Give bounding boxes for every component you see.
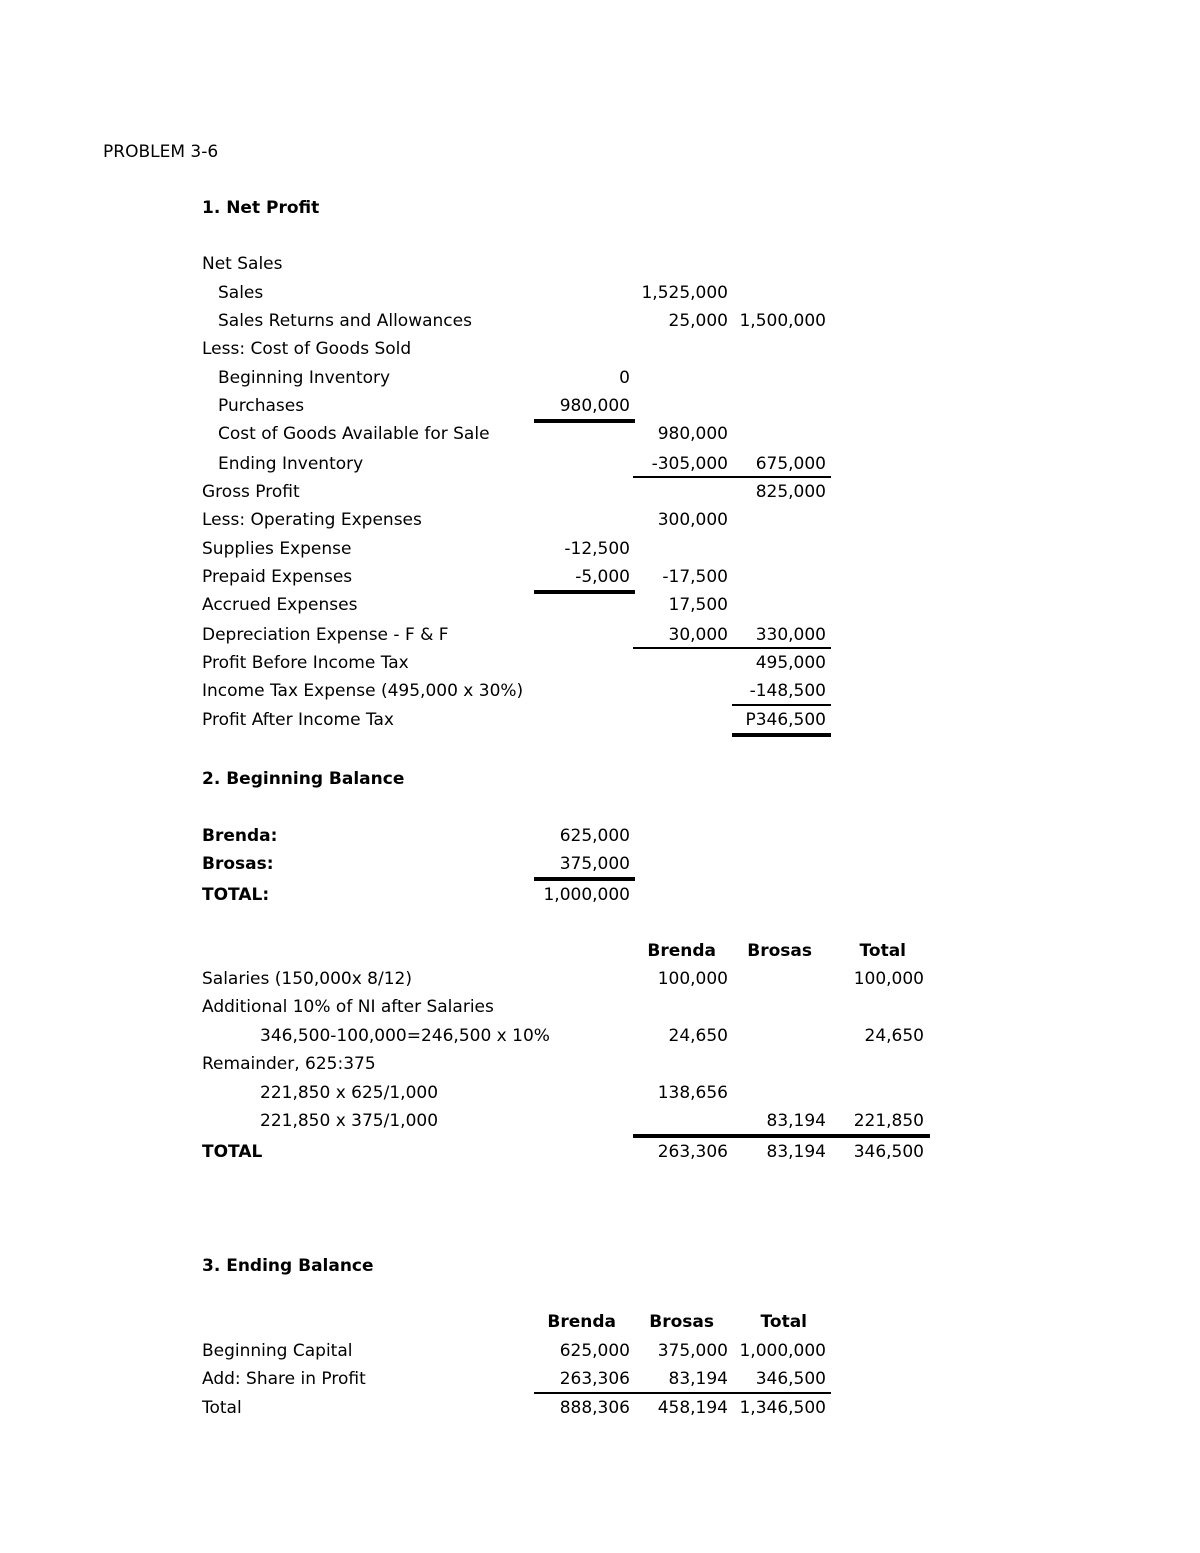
share-profit-total: 346,500 xyxy=(755,1369,826,1389)
sales-amount: 1,525,000 xyxy=(641,283,728,303)
end-header-total: Total xyxy=(760,1312,807,1332)
opex-amount: 300,000 xyxy=(657,510,728,530)
remainder-brosas-label: 221,850 x 375/1,000 xyxy=(260,1111,439,1131)
tax-label: Income Tax Expense (495,000 x 30%) xyxy=(202,681,524,701)
tax-underline xyxy=(732,704,831,706)
net-sales-label: Net Sales xyxy=(202,254,283,274)
pbt-amount: 495,000 xyxy=(755,653,826,673)
additional-calc-label: 346,500-100,000=246,500 x 10% xyxy=(260,1026,550,1046)
ending-total-label: Total xyxy=(202,1398,242,1418)
section1-heading: 1. Net Profit xyxy=(202,198,320,218)
pat-label: Profit After Income Tax xyxy=(202,710,394,730)
depreciation-label: Depreciation Expense - F & F xyxy=(202,625,449,645)
remainder-brenda-label: 221,850 x 625/1,000 xyxy=(260,1083,439,1103)
dist-header-total: Total xyxy=(859,941,906,961)
prepaid-label: Prepaid Expenses xyxy=(202,567,353,587)
less-cogs-label: Less: Cost of Goods Sold xyxy=(202,339,412,359)
opex-label: Less: Operating Expenses xyxy=(202,510,422,530)
additional-label: Additional 10% of NI after Salaries xyxy=(202,997,494,1017)
net-sales-amount: 1,500,000 xyxy=(739,311,826,331)
supplies-amount: -12,500 xyxy=(564,539,630,559)
cogs-underline xyxy=(633,476,831,478)
brosas-label: Brosas: xyxy=(202,854,274,874)
pat-double-underline xyxy=(732,733,831,737)
remainder-brosas-amount: 83,194 xyxy=(766,1111,826,1131)
supplies-label: Supplies Expense xyxy=(202,539,352,559)
section2-heading: 2. Beginning Balance xyxy=(202,769,405,789)
ending-total-total: 1,346,500 xyxy=(739,1398,826,1418)
end-header-brosas: Brosas xyxy=(649,1312,714,1332)
dist-total-label: TOTAL xyxy=(202,1142,263,1162)
cogas-label: Cost of Goods Available for Sale xyxy=(218,424,490,444)
accrued-amount: 17,500 xyxy=(668,595,728,615)
beginning-capital-label: Beginning Capital xyxy=(202,1341,353,1361)
beginning-capital-total: 1,000,000 xyxy=(739,1341,826,1361)
adjustments-amount: -17,500 xyxy=(662,567,728,587)
remainder-brenda-amount: 138,656 xyxy=(657,1083,728,1103)
total-capital-amount: 1,000,000 xyxy=(543,885,630,905)
cogs-amount: 675,000 xyxy=(755,454,826,474)
end-inv-amount: -305,000 xyxy=(651,454,728,474)
dist-header-brenda: Brenda xyxy=(647,941,716,961)
prepaid-amount: -5,000 xyxy=(575,567,630,587)
purchases-label: Purchases xyxy=(218,396,305,416)
beginning-capital-brenda: 625,000 xyxy=(559,1341,630,1361)
end-inv-label: Ending Inventory xyxy=(218,454,364,474)
beg-inv-label: Beginning Inventory xyxy=(218,368,391,388)
capital-underline xyxy=(534,877,635,881)
returns-amount: 25,000 xyxy=(668,311,728,331)
gross-profit-amount: 825,000 xyxy=(755,482,826,502)
problem-title: PROBLEM 3-6 xyxy=(103,142,219,162)
gross-profit-label: Gross Profit xyxy=(202,482,300,502)
share-profit-brosas: 83,194 xyxy=(668,1369,728,1389)
beg-inv-amount: 0 xyxy=(619,368,630,388)
sales-label: Sales xyxy=(218,283,264,303)
brenda-capital: 625,000 xyxy=(559,826,630,846)
dist-total-total: 346,500 xyxy=(853,1142,924,1162)
ending-underline xyxy=(534,1392,831,1394)
prepaid-underline xyxy=(534,590,635,594)
total-opex-amount: 330,000 xyxy=(755,625,826,645)
remainder-label: Remainder, 625:375 xyxy=(202,1054,376,1074)
section3-heading: 3. Ending Balance xyxy=(202,1256,374,1276)
returns-label: Sales Returns and Allowances xyxy=(218,311,472,331)
remainder-total-amount: 221,850 xyxy=(853,1111,924,1131)
depreciation-amount: 30,000 xyxy=(668,625,728,645)
dist-total-brenda: 263,306 xyxy=(657,1142,728,1162)
additional-total: 24,650 xyxy=(864,1026,924,1046)
ending-total-brenda: 888,306 xyxy=(559,1398,630,1418)
brosas-capital: 375,000 xyxy=(559,854,630,874)
beginning-capital-brosas: 375,000 xyxy=(657,1341,728,1361)
distribution-underline xyxy=(633,1134,930,1138)
accrued-label: Accrued Expenses xyxy=(202,595,358,615)
purchases-underline xyxy=(534,419,635,423)
end-header-brenda: Brenda xyxy=(547,1312,616,1332)
cogas-amount: 980,000 xyxy=(657,424,728,444)
share-profit-brenda: 263,306 xyxy=(559,1369,630,1389)
additional-brenda: 24,650 xyxy=(668,1026,728,1046)
ending-total-brosas: 458,194 xyxy=(657,1398,728,1418)
total-capital-label: TOTAL: xyxy=(202,885,270,905)
share-profit-label: Add: Share in Profit xyxy=(202,1369,366,1389)
brenda-label: Brenda: xyxy=(202,826,278,846)
salaries-brenda: 100,000 xyxy=(657,969,728,989)
purchases-amount: 980,000 xyxy=(559,396,630,416)
dist-total-brosas: 83,194 xyxy=(766,1142,826,1162)
tax-amount: -148,500 xyxy=(749,681,826,701)
opex-underline xyxy=(633,647,831,649)
salaries-total: 100,000 xyxy=(853,969,924,989)
pat-amount: P346,500 xyxy=(745,710,826,730)
dist-header-brosas: Brosas xyxy=(747,941,812,961)
pbt-label: Profit Before Income Tax xyxy=(202,653,409,673)
salaries-label: Salaries (150,000x 8/12) xyxy=(202,969,412,989)
